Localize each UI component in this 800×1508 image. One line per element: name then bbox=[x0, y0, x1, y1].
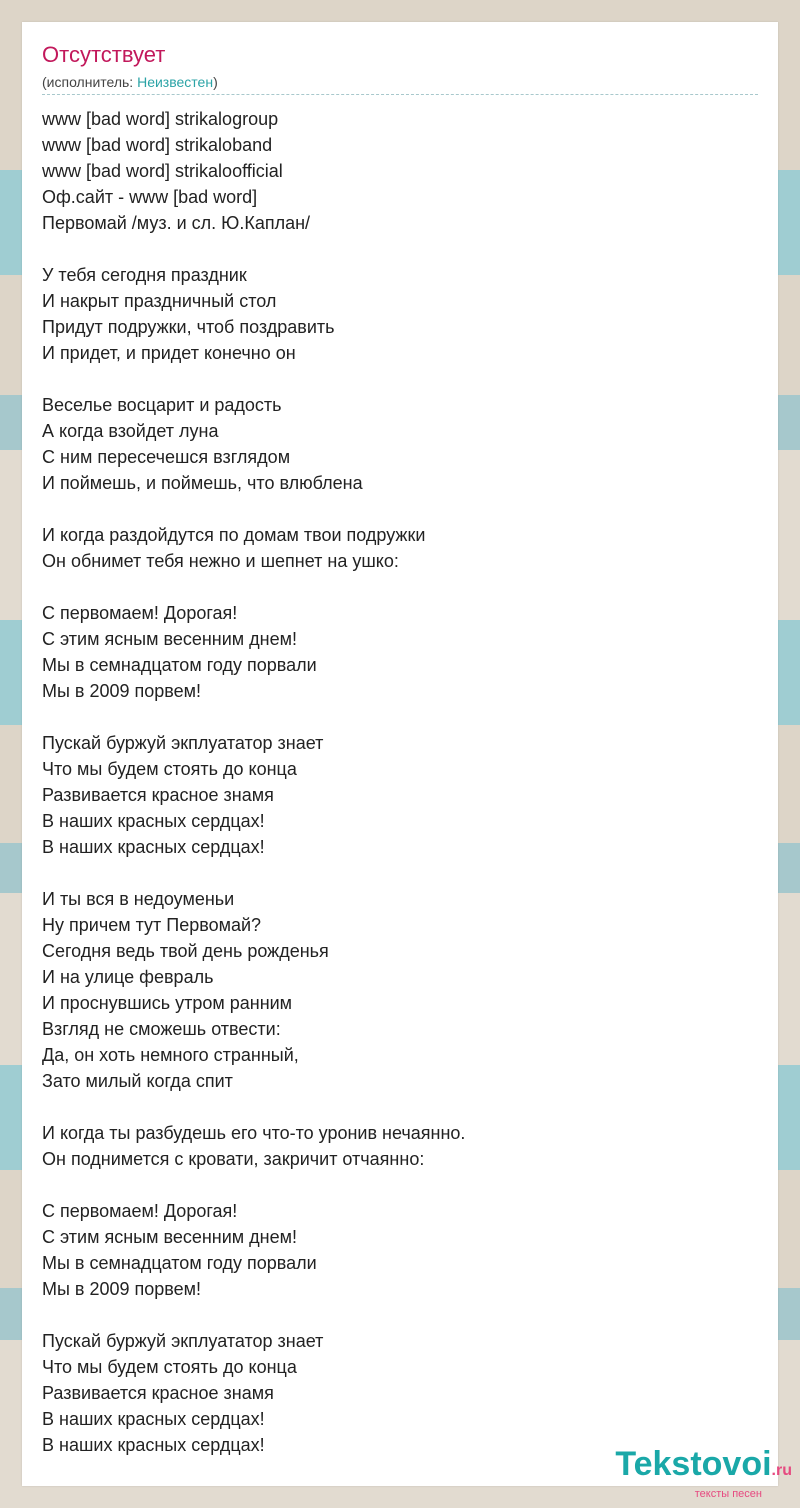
lyric-line: С ним пересечешся взглядом bbox=[42, 447, 291, 467]
lyrics-text bbox=[42, 106, 758, 1458]
artist-line bbox=[42, 74, 218, 90]
lyric-line: Первомай /муз. и сл. Ю.Каплан/ bbox=[42, 213, 311, 233]
lyric-blank-line bbox=[42, 860, 758, 886]
lyric-blank-line bbox=[42, 366, 758, 392]
lyric-line: С этим ясным весенним днем! bbox=[42, 629, 297, 649]
lyric-line: И поймешь, и поймешь, что влюблена bbox=[42, 473, 363, 493]
lyric-line: В наших красных сердцах! bbox=[42, 837, 265, 857]
lyric-line: И на улице февраль bbox=[42, 967, 214, 987]
lyric-line: Да, он хоть немного странный, bbox=[42, 1045, 299, 1065]
lyric-blank-line bbox=[42, 496, 758, 522]
lyric-line: Что мы будем стоять до конца bbox=[42, 1357, 297, 1377]
lyric-line: Зато милый когда спит bbox=[42, 1071, 233, 1091]
lyric-line: www [bad word] strikaloofficial bbox=[42, 161, 283, 181]
lyric-line: У тебя сегодня праздник bbox=[42, 265, 247, 285]
lyric-line: www [bad word] strikalogroup bbox=[42, 109, 279, 129]
lyric-line: В наших красных сердцах! bbox=[42, 811, 265, 831]
lyric-line: Придут подружки, чтоб поздравить bbox=[42, 317, 335, 337]
lyric-blank-line bbox=[42, 1172, 758, 1198]
lyric-line: Мы в семнадцатом году порвали bbox=[42, 655, 317, 675]
lyric-blank-line bbox=[42, 704, 758, 730]
lyric-line: И когда ты разбудешь его что-то уронив нечаянно. bbox=[42, 1123, 466, 1143]
lyric-line: С этим ясным весенним днем! bbox=[42, 1227, 297, 1247]
lyric-line: Пускай буржуй экплуататор знает bbox=[42, 1331, 324, 1351]
artist-suffix: ) bbox=[213, 74, 218, 90]
lyric-line: С первомаем! Дорогая! bbox=[42, 603, 238, 623]
lyric-line: www [bad word] strikaloband bbox=[42, 135, 273, 155]
lyric-line: И ты вся в недоуменьи bbox=[42, 889, 235, 909]
lyric-line: Мы в 2009 порвем! bbox=[42, 1279, 202, 1299]
lyric-line: В наших красных сердцах! bbox=[42, 1409, 265, 1429]
logo-tld: .ru bbox=[771, 1462, 792, 1479]
logo-tagline: тексты песен bbox=[694, 1488, 762, 1500]
lyric-blank-line bbox=[42, 236, 758, 262]
lyric-line: И когда раздойдутся по домам твои подружки bbox=[42, 525, 426, 545]
lyric-blank-line bbox=[42, 1302, 758, 1328]
lyric-line: И придет, и придет конечно он bbox=[42, 343, 296, 363]
lyric-line: А когда взойдет луна bbox=[42, 421, 219, 441]
site-logo[interactable] bbox=[615, 1447, 792, 1500]
lyric-line: Сегодня ведь твой день рожденья bbox=[42, 941, 329, 961]
lyric-blank-line bbox=[42, 1094, 758, 1120]
lyric-line: В наших красных сердцах! bbox=[42, 1435, 265, 1455]
lyric-line: Он обнимет тебя нежно и шепнет на ушко: bbox=[42, 551, 399, 571]
lyric-blank-line bbox=[42, 574, 758, 600]
song-title: Отсутствует bbox=[42, 42, 166, 67]
lyric-line: Развивается красное знамя bbox=[42, 785, 274, 805]
lyric-line: Он поднимется с кровати, закричит отчаянно: bbox=[42, 1149, 425, 1169]
logo-wordmark bbox=[615, 1447, 792, 1488]
artist-link[interactable]: Неизвестен bbox=[137, 74, 214, 90]
lyric-line: Мы в 2009 порвем! bbox=[42, 681, 202, 701]
title-divider bbox=[42, 94, 758, 95]
lyric-line: Ну причем тут Первомай? bbox=[42, 915, 262, 935]
lyric-line: И проснувшись утром ранним bbox=[42, 993, 293, 1013]
artist-prefix: (исполнитель: bbox=[42, 74, 138, 90]
lyric-line: Что мы будем стоять до конца bbox=[42, 759, 297, 779]
logo-name: Tekstovoi bbox=[615, 1445, 772, 1483]
lyric-line: С первомаем! Дорогая! bbox=[42, 1201, 238, 1221]
lyric-line: Взгляд не сможешь отвести: bbox=[42, 1019, 281, 1039]
lyric-line: Оф.сайт - www [bad word] bbox=[42, 187, 258, 207]
lyrics-card bbox=[22, 22, 778, 1486]
lyric-line: Пускай буржуй экплуататор знает bbox=[42, 733, 324, 753]
lyric-line: Веселье восцарит и радость bbox=[42, 395, 282, 415]
lyric-line: Развивается красное знамя bbox=[42, 1383, 274, 1403]
lyric-line: Мы в семнадцатом году порвали bbox=[42, 1253, 317, 1273]
lyric-line: И накрыт праздничный стол bbox=[42, 291, 277, 311]
